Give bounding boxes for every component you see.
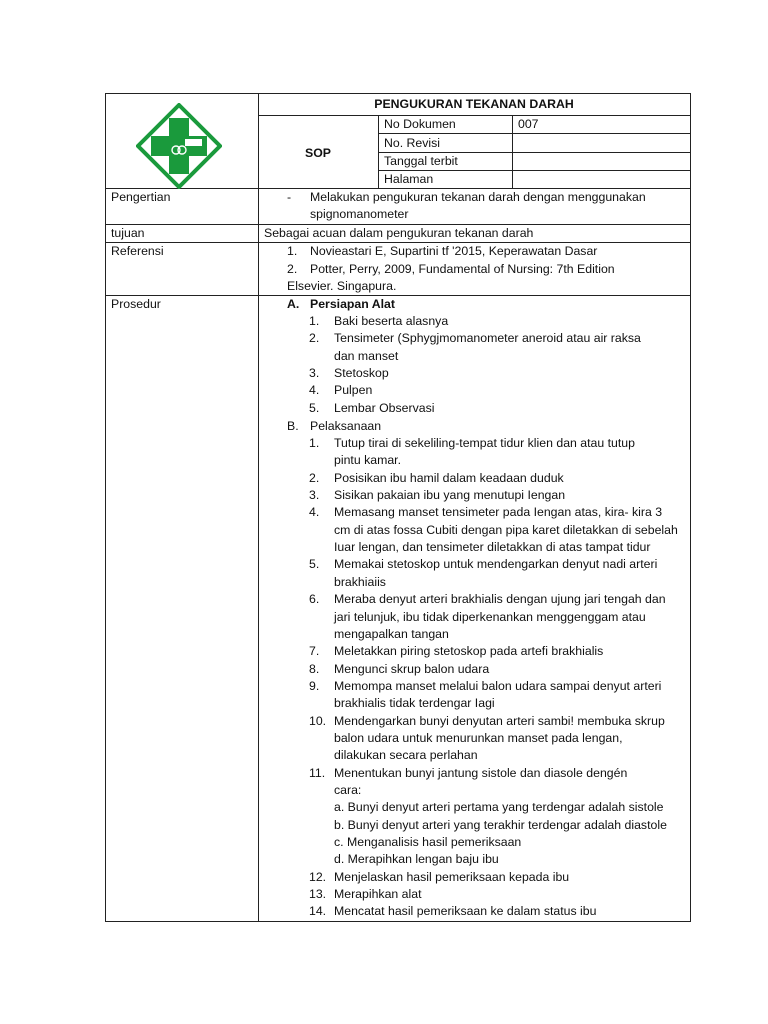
pengertian-text: spignomanometer (310, 207, 409, 221)
list-item-text: Menentukan bunyi jantung sistole dan diasole dengén (334, 765, 628, 780)
list-number: 5. (309, 400, 320, 415)
header-title-divider (258, 115, 690, 116)
doc-field-label: No Dokumen (384, 117, 456, 131)
list-number: 4. (309, 383, 320, 398)
doc-field-label: Tanggal terbit (384, 154, 458, 168)
list-number: 9. (309, 678, 320, 693)
list-item-text: Menjelaskan hasil pemeriksaan kepada ibu (334, 869, 570, 884)
list-item-text: Meletakkan piring stetoskop pada artefi brakhialis (334, 644, 604, 659)
list-number: 1. (287, 244, 298, 258)
section-title: Pelaksanaan (310, 419, 382, 433)
section-letter: A. (287, 297, 300, 311)
list-item-text: Meraba denyut arteri brakhialis dengan ujung jari tengah dan (334, 592, 666, 607)
doc-field-divider (378, 133, 690, 134)
row-label-prosedur: Prosedur (111, 297, 161, 311)
list-item-text: Merapihkan alat (334, 887, 422, 902)
doc-field-label: No. Revisi (384, 136, 441, 150)
list-number: 13. (309, 887, 327, 902)
list-item-text: b. Bunyi denyut arteri yang terakhir terdengar adalah diastole (334, 817, 667, 832)
list-item-text: Memakai stetoskop untuk mendengarkan denyut nadi arteri (334, 557, 658, 572)
list-number: 1. (309, 436, 320, 450)
list-item-text: Lembar Observasi (334, 400, 435, 415)
tujuan-text: Sebagai acuan dalam pengukuran tekanan darah (264, 226, 534, 240)
list-number: 10. (309, 713, 327, 728)
list-item-text: Tutup tirai di sekeliling-tempat tidur klien dan atau tutup (334, 436, 635, 450)
row-label-pengertian: Pengertian (111, 190, 171, 204)
list-item-text: Mengunci skrup balon udara (334, 661, 490, 676)
list-item-text: Memasang manset tensimeter pada Iengan atas, kira- kira 3 (334, 505, 663, 520)
list-number: 4. (309, 505, 320, 520)
sop-label: SOP (305, 146, 331, 160)
list-item-text: cm di atas fossa Cubiti dengan pipa karet diletakkan di sebelah (334, 522, 678, 537)
row-label-referensi: Referensi (111, 244, 164, 258)
list-item-text: c. Menganalisis hasil pemeriksaan (334, 835, 522, 850)
pengertian-text: Melakukan pengukuran tekanan darah dengan menggunakan (310, 190, 646, 204)
list-number: 14. (309, 904, 327, 919)
list-number: 5. (309, 557, 320, 572)
list-number: 6. (309, 592, 320, 607)
list-number: 7. (309, 644, 320, 659)
row-label-tujuan: tujuan (111, 226, 145, 240)
list-number: 8. (309, 661, 320, 676)
list-item-text: Posisikan ibu hamil dalam keadaan duduk (334, 470, 564, 485)
list-item-text: a. Bunyi denyut arteri pertama yang terdengar adalah sistole (334, 800, 664, 815)
list-number: 2. (309, 470, 320, 485)
section-letter: B. (287, 419, 299, 433)
list-item-text: Sisikan pakaian ibu yang menutupi Iengan (334, 488, 566, 503)
list-number: 1. (309, 314, 320, 328)
table-border-top (105, 93, 690, 94)
list-item-text: mengapalkan tangan (334, 626, 449, 641)
reference-continuation: Elsevier. Singapura. (287, 279, 397, 293)
list-item-text: Iuar lengan, dan tensimeter diletakkan di atas tampat tidur (334, 540, 651, 555)
list-item-text: dan manset (334, 348, 399, 363)
list-item-text: cara: (334, 783, 362, 797)
list-item-text: Mendengarkan bunyi denyutan arteri sambi! membuka skrup (334, 713, 665, 728)
reference-item: Potter, Perry, 2009, Fundamental of Nursing: 7th Edition (310, 262, 615, 276)
list-number: 12. (309, 869, 327, 884)
section-title: Persiapan Alat (310, 297, 395, 311)
list-item-text: Pulpen (334, 383, 373, 398)
bullet-dash: - (287, 190, 292, 204)
list-item-text: brakhiaiis (334, 574, 386, 589)
row-divider (105, 295, 690, 296)
list-item-text: brakhialis tidak terdengar Iagi (334, 696, 495, 711)
list-item-text: pintu kamar. (334, 453, 401, 468)
list-number: 3. (309, 488, 320, 503)
list-item-text: Mencatat hasil pemeriksaan ke dalam status ibu (334, 904, 597, 919)
reference-item: Novieastari E, Supartini tf '2015, Keperawatan Dasar (310, 244, 598, 258)
list-number: 2. (309, 331, 320, 346)
list-item-text: Tensimeter (Sphygjmomanometer aneroid atau air raksa (334, 331, 641, 346)
table-border-right (690, 93, 691, 922)
list-number: 2. (287, 262, 298, 276)
list-item-text: Stetoskop (334, 366, 389, 381)
list-item-text: Memompa manset melalui balon udara sampai denyut arteri (334, 678, 662, 693)
doc-value-divider (512, 115, 513, 188)
list-item-text: balon udara untuk menurunkan manset pada lengan, (334, 730, 623, 745)
list-number: 3. (309, 366, 320, 381)
list-item-text: d. Merapihkan lengan baju ibu (334, 852, 499, 867)
document-title: PENGUKURAN TEKANAN DARAH (374, 97, 574, 111)
list-number: 11. (309, 765, 326, 780)
sop-column-divider (378, 115, 379, 188)
health-cross-logo-icon (136, 103, 222, 189)
table-border-left (105, 93, 106, 922)
list-item-text: Baki beserta alasnya (334, 314, 449, 328)
table-border-bottom (105, 921, 690, 922)
list-item-text: jari telunjuk, ibu tidak diperkenankan menggenggam atau (334, 609, 646, 624)
doc-field-value: 007 (518, 117, 539, 131)
doc-field-label: Halaman (384, 172, 434, 186)
list-item-text: dilakukan secara perlahan (334, 748, 478, 763)
label-column-divider (258, 93, 259, 922)
